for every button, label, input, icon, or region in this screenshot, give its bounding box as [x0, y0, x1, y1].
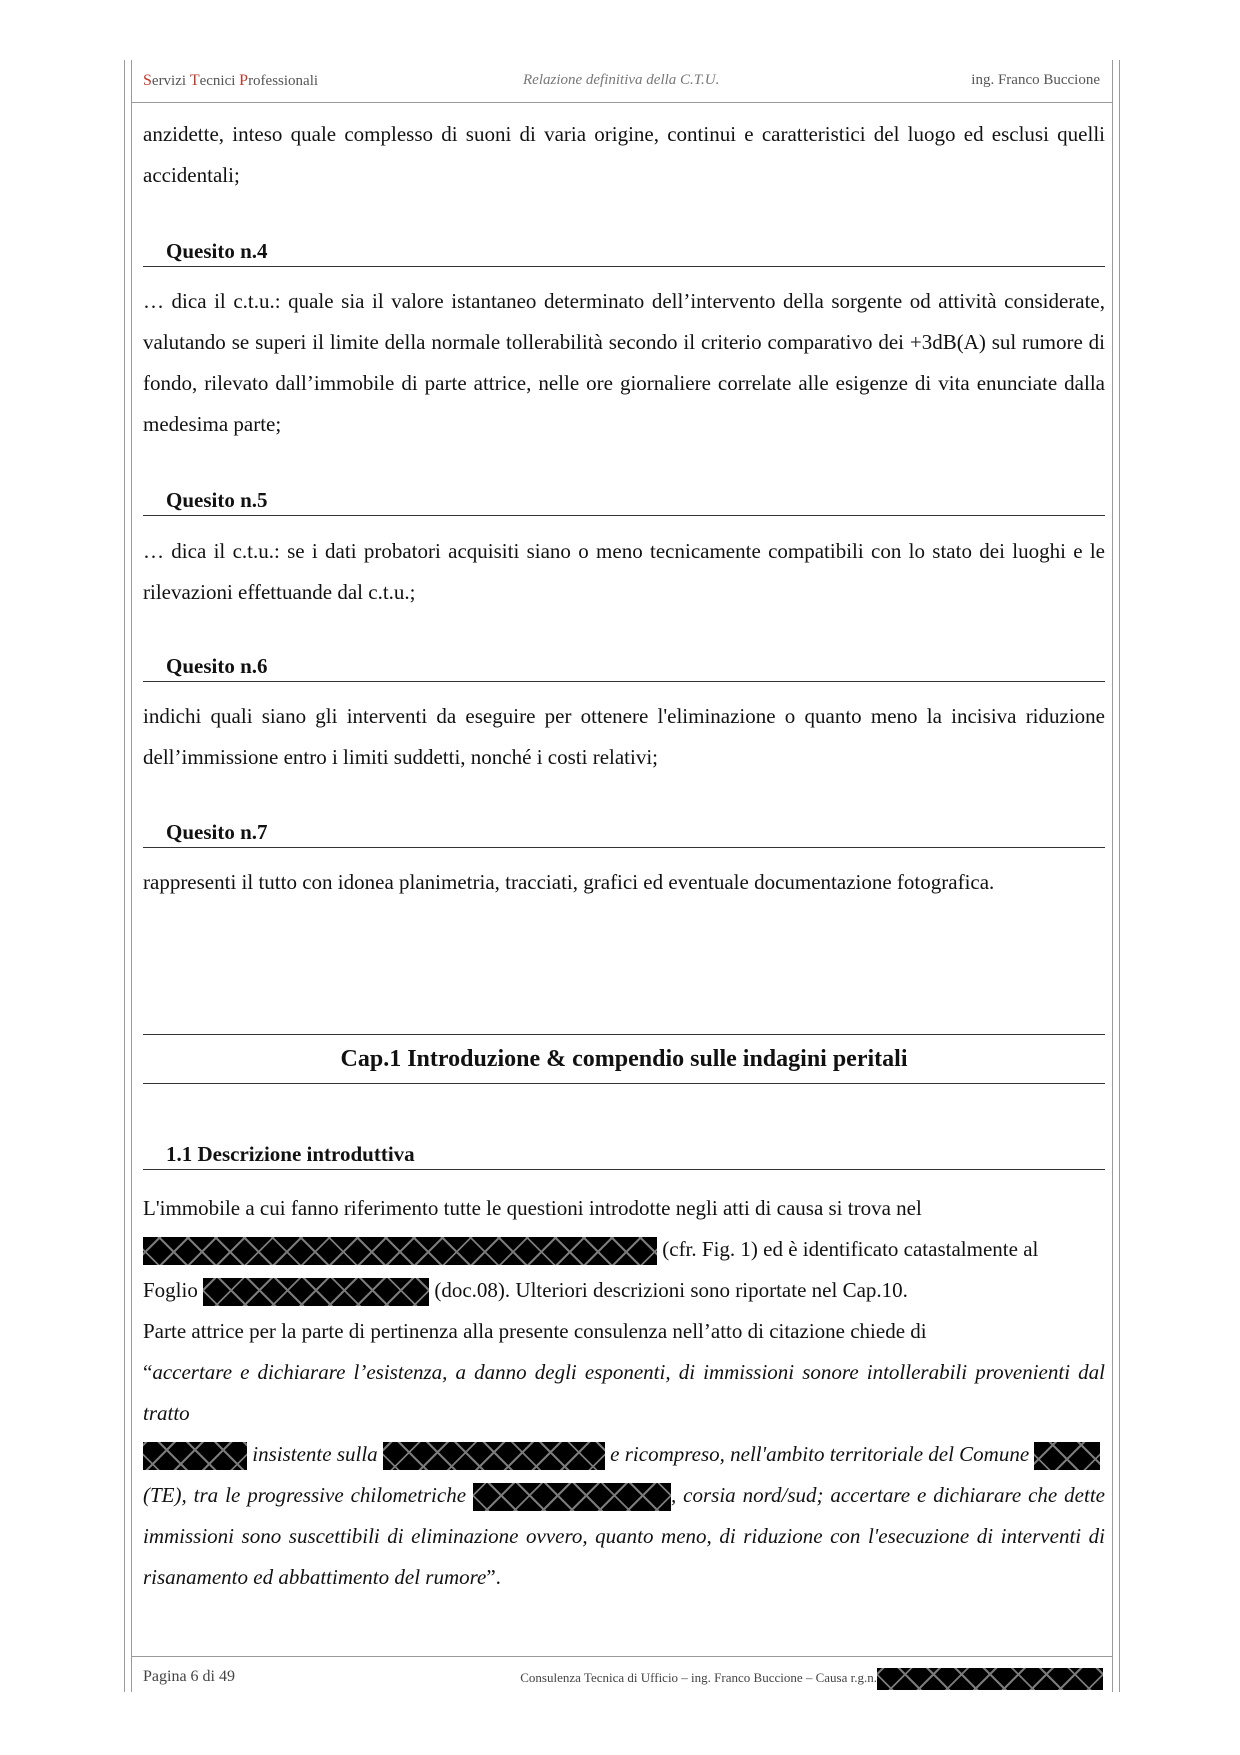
- quesito-heading: Quesito n.6: [143, 643, 1105, 682]
- header-company: Servizi Tecnici Professionali: [143, 72, 319, 89]
- intro-paragraph: anzidette, inteso quale complesso di suoni di varia origine, continui e caratteristici del luogo ed esclusi quelli accidentali;: [143, 122, 1105, 187]
- redaction-block: [143, 1237, 657, 1265]
- footer-rule: [131, 1656, 1112, 1657]
- footer-text: Consulenza Tecnica di Ufficio – ing. Franco Buccione – Causa r.g.n.: [520, 1669, 877, 1685]
- text-segment: Parte attrice per la parte di pertinenza alla presente consulenza nell’atto di citazione chiede di: [143, 1319, 927, 1343]
- page-number: Pagina 6 di 49: [143, 1668, 235, 1685]
- quesito-heading: Quesito n.5: [143, 477, 1105, 516]
- page-frame-right-inner: [1112, 60, 1113, 1692]
- redaction-block: [383, 1442, 605, 1470]
- redaction-block: [473, 1483, 671, 1511]
- quote-open: “: [143, 1360, 153, 1384]
- description-paragraph: [143, 1188, 1105, 1311]
- quesito-text: rappresenti il tutto con idonea planimetria, tracciati, grafici ed eventuale documentazione fotografica.: [143, 870, 995, 894]
- chapter-heading: Cap.1 Introduzione & compendio sulle indagini peritali: [143, 1034, 1105, 1084]
- page-frame-right-outer: [1119, 60, 1120, 1692]
- quesito-text: … dica il c.t.u.: quale sia il valore istantaneo determinato dell’intervento della sorgente od attività considerate, valutando se superi il limite della normale tollerabilità secondo il criterio comparativo dei +3dB(A) sul rumore di fondo, rilevato dall’immobile di parte attrice, nelle ore giornaliere correlate alle esigenze di vita enunciate dalla medesima parte;: [143, 289, 1105, 436]
- text-segment: L'immobile a cui fanno riferimento tutte le questioni introdotte negli atti di causa si trova nel: [143, 1196, 922, 1220]
- page-frame-left-outer: [124, 60, 125, 1692]
- redaction-block: [877, 1668, 1103, 1690]
- quote-text: insistente sulla: [247, 1442, 383, 1466]
- quote-text: accertare e dichiarare l’esistenza, a danno degli esponenti, di immissioni sonore intollerabili provenienti dal tratto: [143, 1360, 1105, 1425]
- footer-case-reference: [520, 1668, 1103, 1690]
- redaction-block: [1034, 1442, 1100, 1470]
- section-heading: 1.1 Descrizione introduttiva: [143, 1131, 1105, 1170]
- quote-text: , corsia nord/sud; accertare e dichiarare che dette immissioni sono suscettibili di eliminazione ovvero, quanto meno, di riduzione con l'esecuzione di interventi di risanamento ed abbattimento del rumore: [143, 1483, 1105, 1589]
- citation-paragraph: [143, 1311, 1105, 1598]
- quesito-text: indichi quali siano gli interventi da eseguire per ottenere l'eliminazione o quanto meno la incisiva riduzione dell’immissione entro i limiti suddetti, nonché i costi relativi;: [143, 704, 1105, 769]
- text-segment: (cfr. Fig. 1) ed è identificato catastalmente al: [657, 1237, 1039, 1261]
- header-rule: [131, 102, 1112, 103]
- text-segment: (doc.08). Ulteriori descrizioni sono riportate nel Cap.10.: [429, 1278, 908, 1302]
- quesito-heading: Quesito n.7: [143, 809, 1105, 848]
- quote-close: ”.: [486, 1565, 501, 1589]
- header-document-title: Relazione definitiva della C.T.U.: [523, 72, 720, 88]
- text-segment: Foglio: [143, 1278, 204, 1302]
- quesito-heading: Quesito n.4: [143, 228, 1105, 267]
- redaction-block: [203, 1278, 429, 1306]
- quote-text: (TE), tra le progressive chilometriche: [143, 1483, 473, 1507]
- quote-text: e ricompreso, nell'ambito territoriale del Comune: [604, 1442, 1035, 1466]
- header-author: ing. Franco Buccione: [971, 72, 1100, 88]
- redaction-block: [143, 1442, 247, 1470]
- page-frame-left-inner: [131, 60, 132, 1692]
- quesito-text: … dica il c.t.u.: se i dati probatori acquisiti siano o meno tecnicamente compatibili con lo stato dei luoghi e le rilevazioni effettuande dal c.t.u.;: [143, 539, 1105, 604]
